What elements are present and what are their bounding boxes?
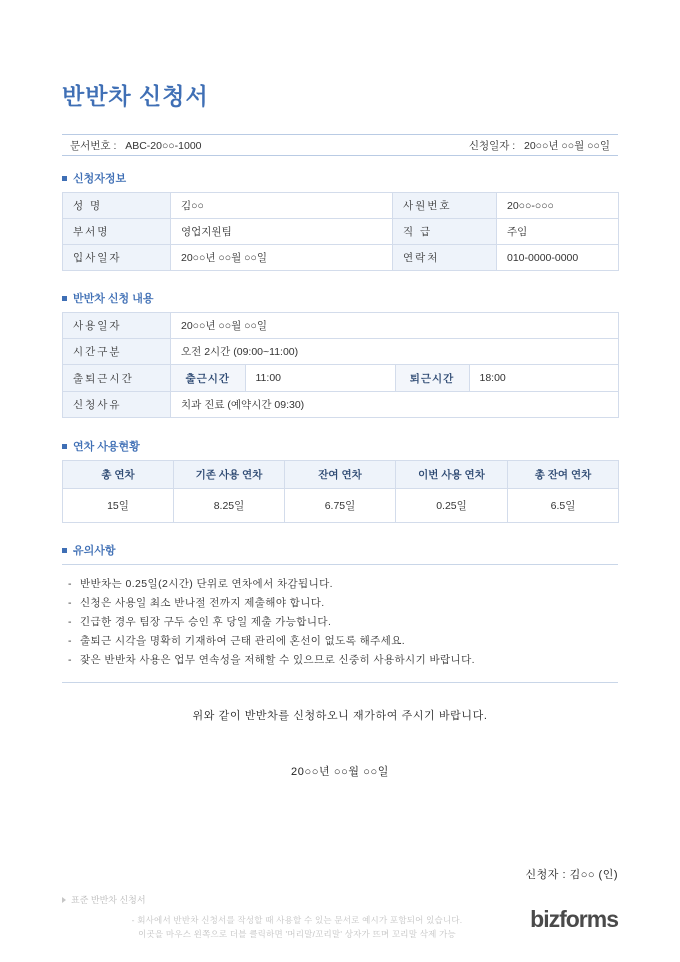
section-heading-applicant: [62, 170, 618, 186]
bullet-square-icon: [62, 176, 67, 181]
doc-number: [70, 138, 202, 153]
bullet-square-icon: [62, 296, 67, 301]
cell-value-use-date: 20○○년 ○○월 ○○일: [171, 313, 619, 339]
cell-label-position: 직 급: [393, 219, 497, 245]
cell-value-employee-no: 20○○-○○○: [497, 193, 619, 219]
list-item: - 반반차는 0.25일(2시간) 단위로 연차에서 차감됩니다.: [66, 575, 614, 594]
list-item: - 긴급한 경우 팀장 구두 승인 후 당일 제출 가능합니다.: [66, 613, 614, 632]
cell-label-name: 성 명: [63, 193, 171, 219]
doc-number-label: 문서번호 :: [70, 139, 117, 152]
section-heading-notes: [62, 542, 618, 558]
table-row: [171, 365, 618, 391]
request-content-table: [62, 312, 619, 418]
page-title: 반반차 신청서: [62, 83, 209, 109]
cell-total-leave: 15일: [63, 489, 174, 523]
request-date-value: 20○○년 ○○월 ○○일: [524, 139, 610, 152]
cell-label-join-date: 입사일자: [63, 245, 171, 271]
cell-value-position: 주임: [497, 219, 619, 245]
applicant-info-table: [62, 192, 619, 271]
footer-note-1: - 회사에서 반반차 신청서를 작성할 때 사용할 수 있는 문서로 예시가 포함되어 있습니다.: [131, 915, 463, 925]
col-header-current-use: 이번 사용 연차: [396, 461, 508, 489]
table-row: [63, 313, 619, 339]
section-heading-applicant-label: 신청자정보: [73, 173, 127, 185]
table-row: [63, 365, 619, 392]
cell-label-contact: 연락처: [393, 245, 497, 271]
cell-total-remaining: 6.5일: [508, 489, 619, 523]
table-row: [63, 219, 619, 245]
col-header-remaining-leave: 잔여 연차: [285, 461, 396, 489]
cell-label-reason: 신청사유: [63, 392, 171, 418]
section-heading-usage: [62, 438, 618, 454]
footer-title: [62, 893, 618, 906]
section-request-content: [62, 290, 618, 418]
work-time-subtable: [171, 365, 618, 391]
cell-label-end-time: 퇴근시간: [395, 365, 469, 391]
cell-value-reason: 치과 진료 (예약시간 09:30): [171, 392, 619, 418]
list-item: - 신청은 사용일 최소 반나절 전까지 제출해야 합니다.: [66, 594, 614, 613]
closing-date: 20○○년 ○○월 ○○일: [291, 766, 389, 778]
document-meta-row: [62, 134, 618, 156]
section-heading-usage-label: 연차 사용현황: [73, 441, 140, 453]
section-notes: [62, 542, 618, 683]
col-header-total-leave: 총 연차: [63, 461, 174, 489]
bullet-square-icon: [62, 444, 67, 449]
cell-label-use-date: 사용일자: [63, 313, 171, 339]
bullet-square-icon: [62, 548, 67, 553]
footer-note-2: 이곳을 마우스 왼쪽으로 더블 클릭하면 '머리말/꼬리말' 상자가 뜨며 꼬리말 삭제 가능: [138, 929, 456, 939]
col-header-total-remaining: 총 잔여 연차: [508, 461, 619, 489]
request-date-label: 신청일자 :: [468, 139, 516, 152]
table-row: [63, 339, 619, 365]
table-row: [63, 245, 619, 271]
cell-value-department: 영업지원팀: [171, 219, 393, 245]
closing-statement: 위와 같이 반반차를 신청하오니 재가하여 주시기 바랍니다.: [192, 710, 488, 722]
cell-current-use: 0.25일: [396, 489, 508, 523]
notes-list: [62, 564, 618, 683]
section-heading-request-label: 반반차 신청 내용: [73, 293, 154, 305]
section-applicant-info: [62, 170, 618, 271]
table-row: [63, 489, 619, 523]
signature-line: 신청자 : 김○○ (인): [525, 869, 618, 881]
table-header-row: [63, 461, 619, 489]
cell-label-employee-no: 사원번호: [393, 193, 497, 219]
cell-value-work-time: [171, 365, 619, 392]
cell-remaining-leave: 6.75일: [285, 489, 396, 523]
footer-title-label: 표준 반반차 신청서: [71, 895, 146, 905]
table-row: [63, 392, 619, 418]
section-heading-notes-label: 유의사항: [73, 545, 116, 557]
cell-used-leave: 8.25일: [174, 489, 285, 523]
cell-value-join-date: 20○○년 ○○월 ○○일: [171, 245, 393, 271]
table-row: [63, 193, 619, 219]
cell-label-work-time: 출퇴근시간: [63, 365, 171, 392]
list-item: - 출퇴근 시각을 명확히 기재하여 근태 관리에 혼선이 없도록 해주세요.: [66, 632, 614, 651]
list-item: - 잦은 반반차 사용은 업무 연속성을 저해할 수 있으므로 신중히 사용하시기 바랍니다.: [66, 651, 614, 670]
section-heading-request: [62, 290, 618, 306]
cell-value-name: 김○○: [171, 193, 393, 219]
triangle-bullet-icon: [62, 897, 66, 903]
col-header-used-leave: 기존 사용 연차: [174, 461, 285, 489]
cell-value-end-time: 18:00: [479, 372, 506, 384]
cell-label-time-type: 시간구분: [63, 339, 171, 365]
cell-value-start-time: 11:00: [245, 365, 395, 391]
cell-value-time-type: 오전 2시간 (09:00~11:00): [171, 339, 619, 365]
cell-value-contact: 010-0000-0000: [497, 245, 619, 271]
request-date: [469, 138, 610, 153]
leave-usage-table: [62, 460, 619, 523]
section-leave-usage: [62, 438, 618, 523]
cell-label-department: 부서명: [63, 219, 171, 245]
cell-label-start-time: 출근시간: [171, 365, 245, 391]
bizforms-logo: bizforms: [530, 906, 618, 932]
doc-number-value: ABC-20○○-1000: [125, 139, 202, 152]
